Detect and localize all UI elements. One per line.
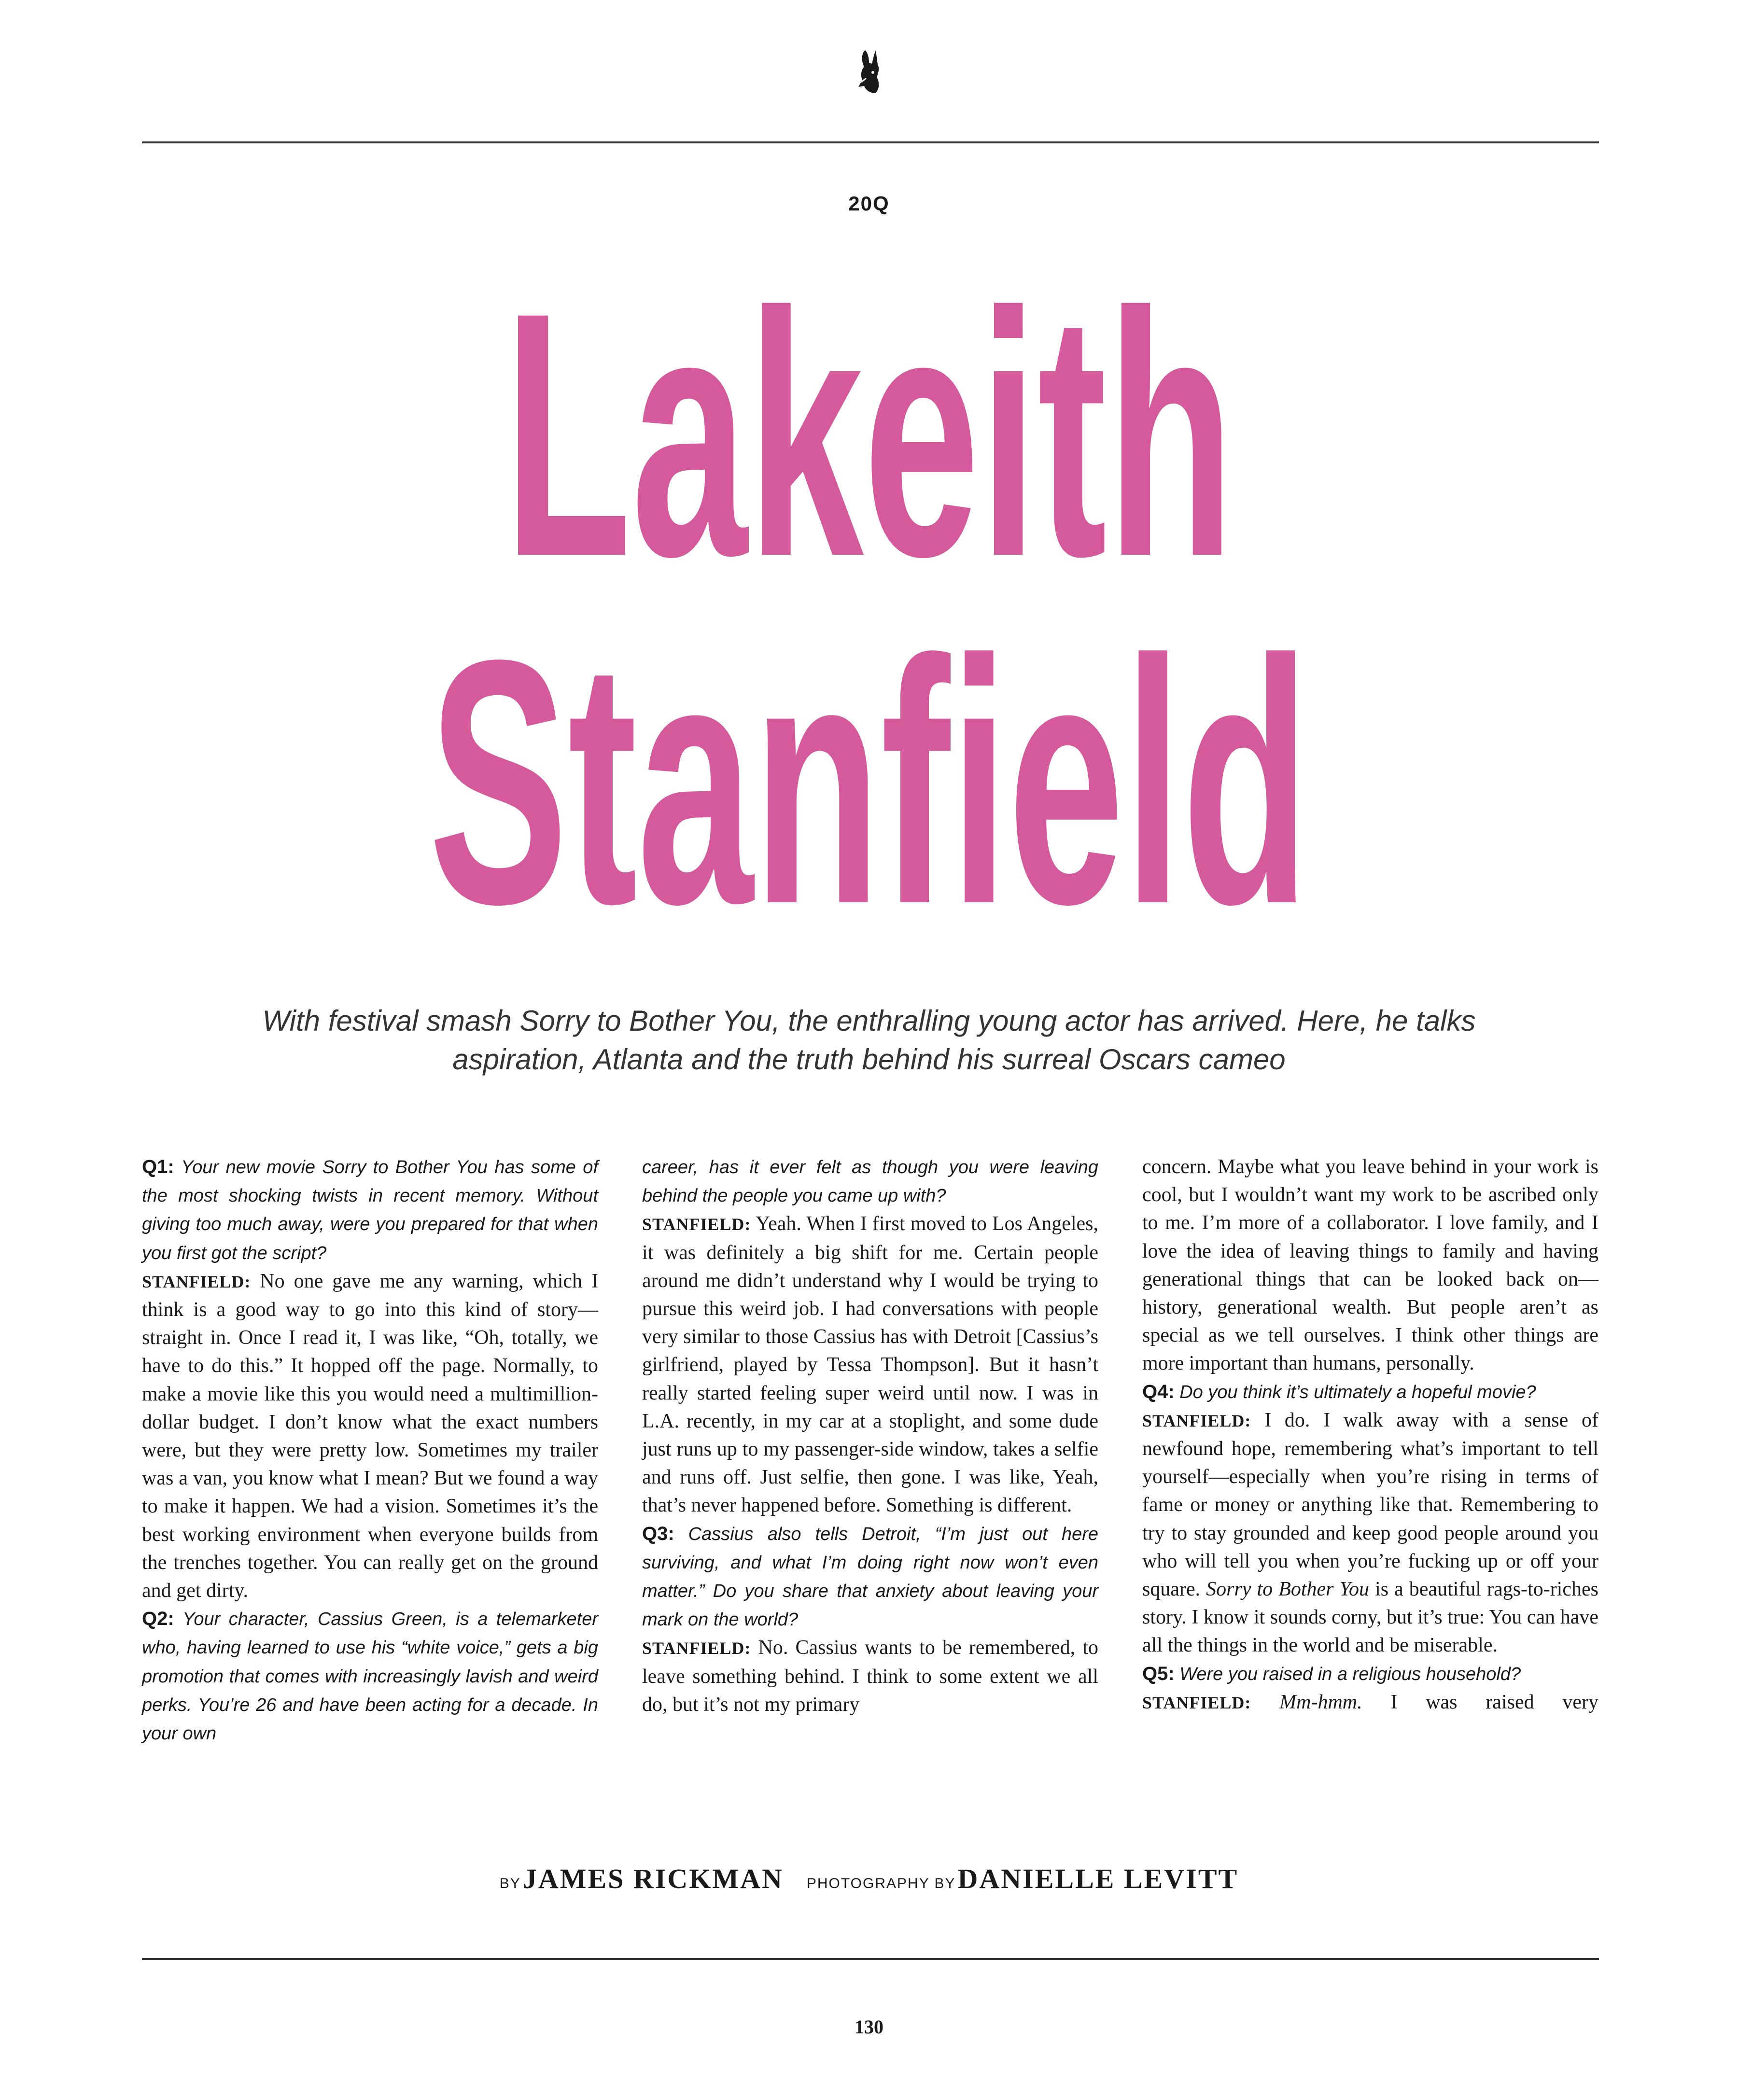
question-label: Q5: <box>1142 1663 1175 1684</box>
answer-text: No one gave me any warning, which I think is a good way to go into this kind of story—straight in. Once I read it, I was like, “Oh, totally, we have to do this.” It hopped off the page. Normally, to make a movie like this you would need a multimillion-dollar budget. I don’t know what the exact numbers were, but they were pretty low. Sometimes my trailer was a van, you know what I mean? But we found a way to make it happen. We had a vision. Sometimes it’s the best working environment when everyone builds from the trenches together. You can really get on the ground and get dirty. <box>142 1270 599 1602</box>
top-rule <box>142 141 1599 143</box>
answer-2 <box>642 1210 1098 1519</box>
answer-1 <box>142 1267 598 1605</box>
answer-3 <box>642 1634 1098 1719</box>
question-text: Were you raised in a religious household? <box>1179 1664 1521 1684</box>
speaker-label: STANFIELD: <box>1142 1693 1251 1712</box>
headline-line-1: Lakeith <box>504 240 1234 629</box>
question-1 <box>142 1153 598 1267</box>
dek-line-2: aspiration, Atlanta and the truth behind his surreal Oscars cameo <box>452 1043 1286 1076</box>
question-label: Q3: <box>642 1523 674 1544</box>
rabbit-head-icon <box>855 48 883 97</box>
answer-4 <box>1142 1406 1598 1660</box>
answer-emphasis: Mm-hmm. <box>1279 1691 1362 1713</box>
question-text: Your new movie Sorry to Bother You has some of the most shocking twists in recent memory. Without giving too much away, were you prepared for that when you first got the script? <box>142 1157 598 1263</box>
headline-line-2: Stanfield <box>428 588 1310 976</box>
dek-line-1: With festival smash Sorry to Bother You, the enthralling young actor has arrived. Here, he talks <box>262 1005 1476 1037</box>
byline <box>0 1862 1738 1895</box>
photographer-name: DANIELLE LEVITT <box>957 1863 1239 1894</box>
dek <box>193 1002 1545 1079</box>
answer-text: concern. Maybe what you leave behind in your work is cool, but I wouldn’t want my work to be ascribed only to me. I’m more of a collaborator. I love family, and I love the idea of leaving things to family and having generational things that can be looked back on—history, generational wealth. But people aren’t as special as we tell ourselves. I think other things are more important than humans, personally. <box>1142 1156 1598 1375</box>
question-text: Do you think it’s ultimately a hopeful movie? <box>1179 1382 1536 1402</box>
question-text: Cassius also tells Detroit, “I’m just out here surviving, and what I’m doing right now won’t even matter.” Do you share that anxiety about leaving your mark on the world? <box>642 1524 1098 1630</box>
speaker-label: STANFIELD: <box>1142 1411 1251 1430</box>
question-2 <box>142 1605 598 1748</box>
answer-text: I was raised very <box>1390 1691 1599 1713</box>
question-text: career, has it ever felt as though you were leaving behind the people you came up with? <box>642 1157 1098 1206</box>
speaker-label: STANFIELD: <box>142 1272 251 1291</box>
question-label: Q2: <box>142 1608 174 1630</box>
section-label: 20Q <box>848 192 890 215</box>
question-label: Q4: <box>1142 1381 1175 1402</box>
question-4 <box>1142 1378 1598 1406</box>
page-number: 130 <box>855 2016 883 2038</box>
by-label: BY <box>499 1876 521 1891</box>
body-column-2 <box>642 1153 1098 1719</box>
question-text: Your character, Cassius Green, is a telemarketer who, having learned to use his “white voice,” gets a big promotion that comes with increasingly lavish and weird perks. You’re 26 and have been acting for a decade. In your own <box>142 1609 598 1744</box>
author-name: JAMES RICKMAN <box>522 1863 784 1894</box>
question-label: Q1: <box>142 1156 174 1177</box>
answer-text: No. Cassius wants to be remembered, to leave something behind. I think to some extent we all do, but it’s not my primary <box>642 1637 1098 1716</box>
photography-label: PHOTOGRAPHY BY <box>806 1876 956 1891</box>
answer-5 <box>1142 1688 1598 1717</box>
answer-3-continued <box>1142 1153 1598 1378</box>
speaker-label: STANFIELD: <box>642 1215 751 1234</box>
movie-title: Sorry to Bother You <box>1206 1578 1370 1601</box>
answer-text: is a beautiful rags-to-riches story. I know it sounds corny, but it’s true: You can have all the things in the world and be miserable. <box>1142 1578 1598 1657</box>
speaker-label: STANFIELD: <box>642 1638 751 1658</box>
answer-text: I do. I walk away with a sense of newfound hope, remembering what’s important to tell yourself—especially when you’re rising in terms of fame or money or anything like that. Remembering to try to stay grounded and keep good people around you who will tell you when you’re fucking up or off your square. <box>1142 1409 1599 1601</box>
question-2-continued <box>642 1153 1098 1210</box>
bottom-rule <box>142 1958 1599 1960</box>
answer-text: Yeah. When I first moved to Los Angeles, it was definitely a big shift for me. Certain people around me didn’t understand why I would be trying to pursue this weird job. I had conversations with people very similar to those Cassius has with Detroit [Cassius’s girlfriend, played by Tessa Thompson]. But it hasn’t really started feeling super weird until now. I was in L.A. recently, in my car at a stoplight, and some dude just runs up to my passenger-side window, takes a selfie and runs off. Just selfie, then gone. I was like, Yeah, that’s never happened before. Something is different. <box>642 1213 1098 1517</box>
question-3 <box>642 1520 1098 1634</box>
body-column-3 <box>1142 1153 1598 1717</box>
body-column-1 <box>142 1153 598 1748</box>
question-5 <box>1142 1660 1598 1688</box>
